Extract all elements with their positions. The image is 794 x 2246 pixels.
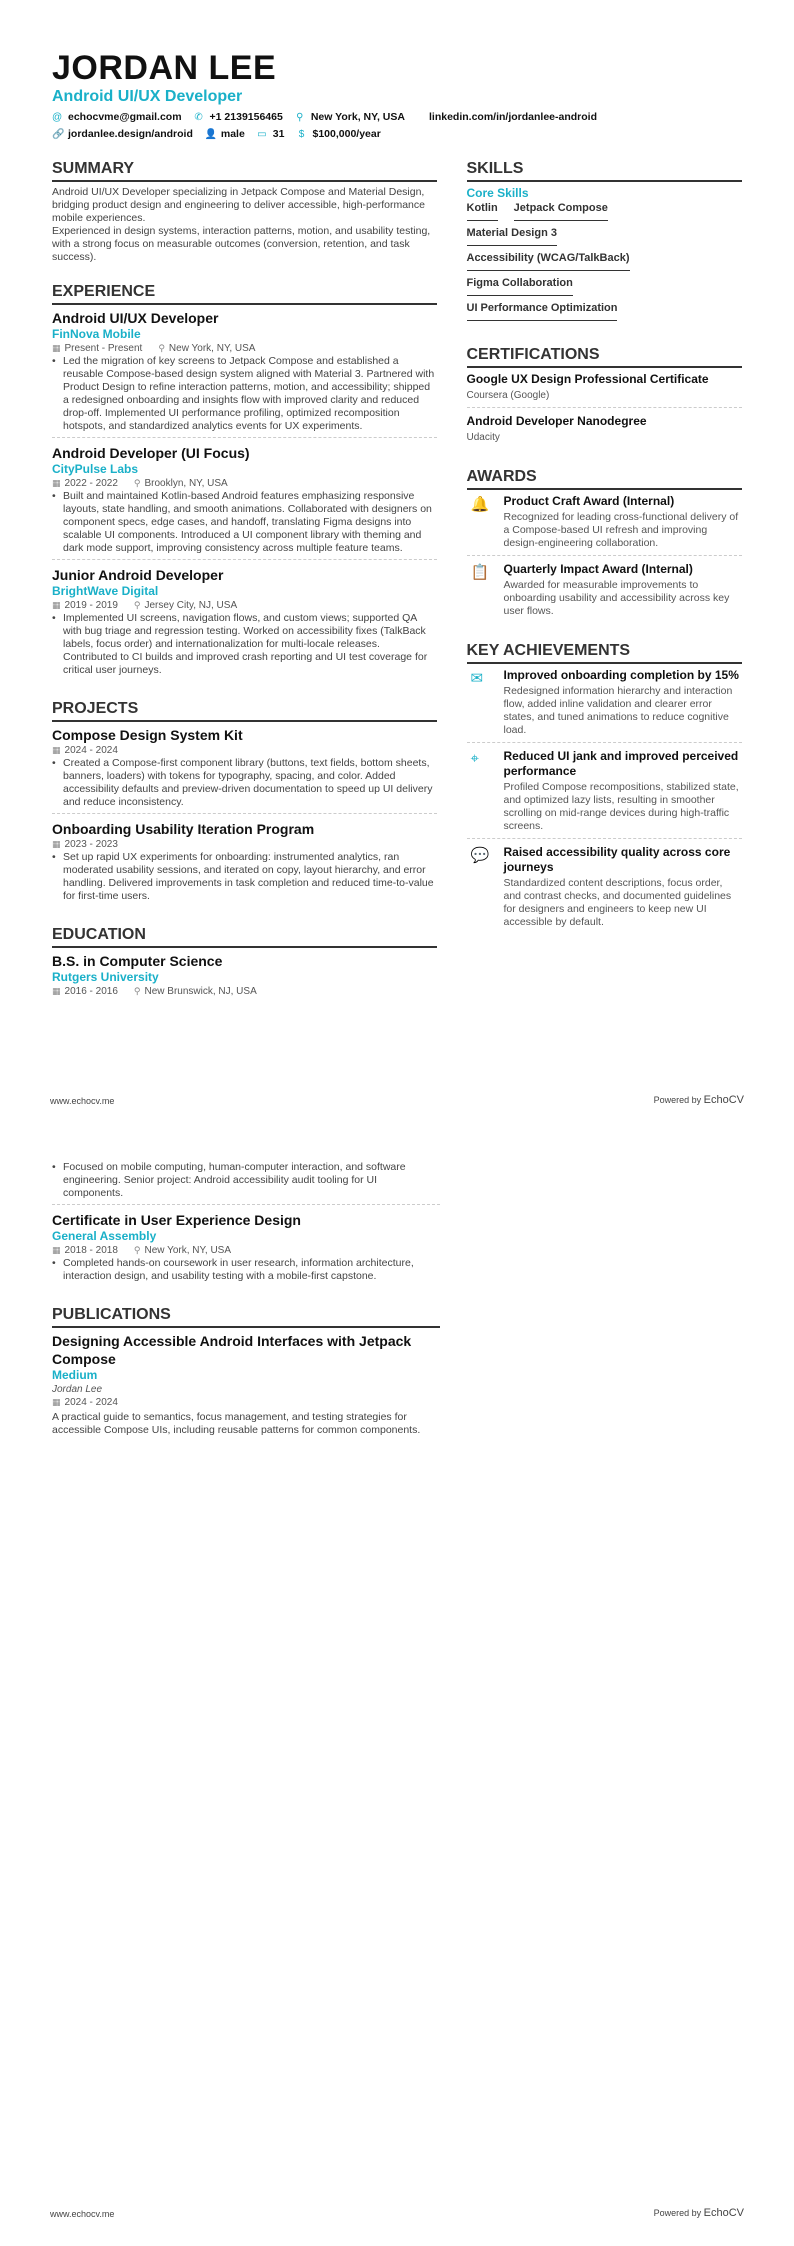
degree-title: Certificate in User Experience Design	[52, 1212, 301, 1228]
location-pin-icon: ⚲	[133, 1245, 141, 1255]
publication-title: Designing Accessible Android Interfaces with Jetpack Compose	[52, 1333, 412, 1367]
candidate-role: Android UI/UX Developer	[52, 88, 243, 105]
resume-page-2	[0, 1123, 794, 2246]
section-title: KEY ACHIEVEMENTS	[467, 641, 743, 664]
section-title: CERTIFICATIONS	[467, 345, 743, 368]
page-footer	[50, 2207, 744, 2219]
section-title: SKILLS	[467, 159, 743, 182]
experience-entry: Android Developer (UI Focus) CityPulse Labs ▦ 2022 - 2022 ⚲ Brooklyn, NY, USA • Built and maintained Kotlin-based Android features emphasizing responsive layouts, state handling, and smooth animations. Collaborated with designers on component specs, edge cases, and handoff, translating Figma designs into scalable UI components. Introduced a UI component library with theming and dark mode support, improving consistency across multiple feature teams.	[52, 444, 437, 560]
achievement-title: Raised accessibility quality across core journeys	[503, 845, 731, 874]
skill-tag: Kotlin	[467, 202, 498, 221]
certification-title: Google UX Design Professional Certificate	[466, 372, 709, 386]
school-name: General Assembly	[52, 1229, 157, 1243]
calendar-icon: ▦	[52, 478, 61, 488]
contact-row-1	[52, 110, 742, 124]
achievement-entry	[467, 668, 743, 743]
location: Brooklyn, NY, USA	[144, 478, 228, 489]
location-pin-icon: ⚲	[158, 343, 165, 353]
certification-title: Android Developer Nanodegree	[466, 414, 647, 428]
dates: 2022 - 2022	[64, 478, 118, 489]
contact-location: ⚲ New York, NY, USA	[296, 111, 405, 123]
award-title: Quarterly Impact Award (Internal)	[503, 562, 693, 576]
location-pin-icon: ⚲	[133, 600, 141, 610]
achievement-title: Reduced UI jank and improved perceived performance	[503, 749, 739, 778]
dates: 2023 - 2023	[64, 839, 118, 850]
award-title: Product Craft Award (Internal)	[503, 494, 675, 508]
section-title: EDUCATION	[52, 925, 437, 948]
location: New York, NY, USA	[168, 343, 256, 354]
awards-section	[467, 467, 743, 623]
section-title: EXPERIENCE	[52, 282, 437, 305]
description: Led the migration of key screens to Jetpack Compose and established a reusable Compose-based design system aligned with Material 3. Partnered with Product Design to refine interaction patterns, motion, and accessibility; shipped a redesigned onboarding and insights flow with improved clarity and reduced drop-off. Implemented UI performance profiling, optimized recomposition hotspots, and standardized analytics events for UX experiments.	[63, 355, 435, 432]
section-title: PROJECTS	[52, 699, 437, 722]
degree-title: B.S. in Computer Science	[52, 953, 223, 969]
footer-site-link[interactable]: www.echocv.me	[50, 2209, 115, 2219]
dates: Present - Present	[64, 343, 143, 354]
skill-tag: Figma Collaboration	[467, 277, 573, 296]
clipboard-icon: 📋	[470, 564, 490, 581]
location-pin-icon: ⚲	[296, 111, 304, 123]
summary-section	[52, 159, 437, 264]
section-title: SUMMARY	[52, 159, 437, 182]
skill-tags	[467, 202, 743, 327]
description: Created a Compose-first component library (buttons, text fields, bottom sheets, banners, loaders) with tokens for typography, spacing, and color. Added accessibility defaults and preview-driven documentation to speed up UI delivery and reduce inconsistency.	[63, 757, 433, 808]
contact-linkedin[interactable]: linkedin.com/in/jordanlee-android	[428, 111, 598, 123]
project-title: Compose Design System Kit	[52, 727, 243, 743]
award-description: Awarded for measurable improvements to onboarding usability and accessibility across key user flows.	[503, 579, 730, 617]
job-title: Android UI/UX Developer	[52, 310, 219, 326]
section-title: AWARDS	[467, 467, 743, 490]
envelope-open-icon: ✉	[470, 670, 484, 687]
dates: 2024 - 2024	[64, 745, 118, 756]
skill-tag: Accessibility (WCAG/TalkBack)	[467, 252, 630, 271]
contact-website[interactable]: 🔗 jordanlee.design/android	[52, 128, 193, 140]
description: Set up rapid UX experiments for onboarding: instrumented analytics, ran moderated usability sessions, and iterated on copy, layout hierarchy, and error handling. Delivered improvements in task completion and reduced time-to-value for first-time users.	[63, 851, 434, 902]
dates: 2019 - 2019	[64, 600, 118, 611]
bell-icon: 🔔	[470, 496, 490, 513]
link-icon: 🔗	[52, 128, 65, 140]
education-section-continued	[52, 1161, 440, 1287]
award-entry	[467, 494, 743, 556]
candidate-name: JORDAN LEE	[52, 49, 277, 87]
project-entry: Onboarding Usability Iteration Program ▦ 2023 - 2023 • Set up rapid UX experiments for onboarding: instrumented analytics, ran moderated usability sessions, and iterated on copy, layout hierarchy, and error handling. Delivered improvements in task completion and reduced time-to-value for first-time users.	[52, 820, 437, 907]
calendar-icon: ▦	[52, 745, 61, 755]
achievement-entry	[467, 749, 743, 839]
footer-site-link[interactable]: www.echocv.me	[50, 1096, 115, 1106]
job-title: Android Developer (UI Focus)	[52, 445, 250, 461]
calendar-icon: ▦	[52, 1245, 61, 1255]
location: New Brunswick, NJ, USA	[144, 986, 257, 997]
phone-icon: ✆	[194, 111, 203, 123]
left-column	[52, 159, 437, 1020]
contact-gender: 👤 male	[204, 128, 245, 140]
footer-brand[interactable]: EchoCV	[703, 1094, 744, 1106]
publication-entry	[52, 1332, 440, 1441]
contact-phone[interactable]: ✆ +1 2139156465	[194, 111, 283, 123]
achievements-section	[467, 641, 743, 934]
skill-category: Core Skills	[466, 186, 529, 200]
company-name: FinNova Mobile	[52, 327, 141, 341]
education-section	[52, 925, 437, 1002]
publications-section	[52, 1305, 440, 1441]
description: Built and maintained Kotlin-based Android features emphasizing responsive layouts, state handling, and smooth animations. Collaborated with designers on component specs, edge cases, and handoff, translating Figma designs into scalable UI components. Introduced a UI component library with theming and dark mode support, improving consistency across multiple feature teams.	[63, 490, 432, 554]
skill-tag: Material Design 3	[467, 227, 557, 246]
calendar-icon: ▦	[52, 600, 61, 610]
chat-bubble-icon: 💬	[470, 847, 490, 864]
dollar-icon: $	[298, 128, 305, 140]
education-entry-continued: • Focused on mobile computing, human-computer interaction, and software engineering. Senior project: Android accessibility audit tooling for UI components.	[52, 1161, 440, 1205]
skill-tag: Jetpack Compose	[514, 202, 608, 221]
summary-paragraph: Experienced in design systems, interaction patterns, motion, and usability testing, with a strong focus on measurable outcomes (conversion, retention, and task success).	[52, 225, 431, 263]
page-footer	[50, 1094, 744, 1106]
calendar-icon: ▭	[257, 128, 267, 140]
description: Implemented UI screens, navigation flows, and custom views; supported QA with bug triage and regression testing. Worked on accessibility fixes (TalkBack labels, focus order) and internationalization for multi-locale releases. Contributed to CI builds and improved crash reporting and UI test coverage for critical user journeys.	[63, 612, 428, 676]
calendar-icon: ▦	[52, 343, 61, 353]
achievement-description: Profiled Compose recompositions, stabilized state, and optimized lazy lists, resulting in smoother scrolling on mid-range devices during high-traffic screens.	[503, 781, 739, 832]
experience-section	[52, 282, 437, 681]
contact-row-2	[52, 127, 742, 141]
skills-section	[467, 159, 743, 327]
location-pin-icon: ⚲	[133, 478, 141, 488]
footer-brand[interactable]: EchoCV	[703, 2207, 744, 2219]
projects-section	[52, 699, 437, 907]
achievement-description: Standardized content descriptions, focus order, and contrast checks, and documented guidelines for designers and engineers to keep new UI accessible by default.	[503, 877, 732, 928]
location-pin-icon: ⚲	[133, 986, 141, 996]
dates: 2018 - 2018	[64, 1245, 118, 1256]
certification-issuer: Udacity	[466, 432, 500, 443]
experience-entry: Android UI/UX Developer FinNova Mobile ▦ Present - Present ⚲ New York, NY, USA • Led the migration of key screens to Jetpack Compose and established a reusable Compose-based design system aligned with Material 3. Partnered with Product Design to refine interaction patterns, motion, and accessibility; shipped a redesigned onboarding and insights flow with improved clarity and reduced drop-off. Implemented UI performance profiling, optimized recomposition hotspots, and standardized analytics events for UX experiments.	[52, 309, 437, 438]
publication-author: Jordan Lee	[52, 1384, 103, 1395]
achievement-description: Redesigned information hierarchy and interaction flow, added inline validation and clearer error states, and tuned animations to reduce cognitive load.	[503, 685, 733, 736]
company-name: CityPulse Labs	[52, 462, 139, 476]
location: Jersey City, NJ, USA	[144, 600, 238, 611]
calendar-icon: ▦	[52, 986, 61, 996]
left-column-continued	[52, 1161, 440, 1441]
summary-paragraph: Android UI/UX Developer specializing in Jetpack Compose and Material Design, bridging product design and engineering to deliver accessible, high-performance mobile experiences.	[52, 186, 425, 224]
school-name: Rutgers University	[52, 970, 159, 984]
dates: 2024 - 2024	[64, 1397, 118, 1408]
contact-email[interactable]: @ echocvme@gmail.com	[52, 111, 182, 123]
description: Completed hands-on coursework in user research, information architecture, interaction design, and usability testing with a mobile-first capstone.	[63, 1257, 414, 1282]
description: Focused on mobile computing, human-computer interaction, and software engineering. Senior project: Android accessibility audit tooling for UI components.	[63, 1161, 406, 1199]
resume-header	[52, 50, 742, 141]
footer-powered-by: Powered by EchoCV	[653, 2207, 744, 2219]
certification-entry	[467, 372, 743, 408]
job-title: Junior Android Developer	[52, 567, 224, 583]
experience-entry: Junior Android Developer BrightWave Digital ▦ 2019 - 2019 ⚲ Jersey City, NJ, USA • Implemented UI screens, navigation flows, and custom views; supported QA with bug triage and regression testing. Worked on accessibility fixes (TalkBack labels, focus order) and internationalization for multi-locale releases. Contributed to CI builds and improved crash reporting and UI test coverage for critical user journeys.	[52, 566, 437, 681]
publisher: Medium	[52, 1368, 98, 1382]
contact-salary: $ $100,000/year	[296, 128, 380, 140]
education-entry: Certificate in User Experience Design General Assembly ▦ 2018 - 2018 ⚲ New York, NY, USA • Completed hands-on coursework in user research, information architecture, interaction design, and usability testing with a mobile-first capstone.	[52, 1211, 440, 1287]
education-entry	[52, 952, 437, 1002]
location: New York, NY, USA	[144, 1245, 232, 1256]
right-column	[467, 159, 743, 1020]
contact-age: ▭ 31	[257, 128, 285, 140]
at-icon: @	[52, 111, 63, 123]
publication-description: A practical guide to semantics, focus management, and testing strategies for accessible Compose UIs, including reusable patterns for common components.	[52, 1411, 421, 1436]
achievement-title: Improved onboarding completion by 15%	[503, 668, 739, 682]
project-entry: Compose Design System Kit ▦ 2024 - 2024 • Created a Compose-first component library (buttons, text fields, bottom sheets, banners, loaders) with tokens for typography, spacing, and color. Added accessibility defaults and preview-driven documentation to speed up UI delivery and reduce inconsistency.	[52, 726, 437, 814]
certification-issuer: Coursera (Google)	[466, 390, 550, 401]
calendar-icon: ▦	[52, 1397, 61, 1407]
focus-target-icon: ⌖	[470, 750, 479, 767]
skill-tag: UI Performance Optimization	[467, 302, 618, 321]
person-icon: 👤	[204, 128, 218, 140]
certification-entry	[467, 414, 743, 449]
calendar-icon: ▦	[52, 839, 61, 849]
dates: 2016 - 2016	[64, 986, 118, 997]
footer-powered-by: Powered by EchoCV	[653, 1094, 744, 1106]
company-name: BrightWave Digital	[52, 584, 159, 598]
award-description: Recognized for leading cross-functional delivery of a Compose-based UI refresh and improving design-engineering collaboration.	[503, 511, 739, 549]
section-title: PUBLICATIONS	[52, 1305, 440, 1328]
award-entry	[467, 562, 743, 623]
certifications-section	[467, 345, 743, 449]
achievement-entry	[467, 845, 743, 934]
project-title: Onboarding Usability Iteration Program	[52, 821, 315, 837]
